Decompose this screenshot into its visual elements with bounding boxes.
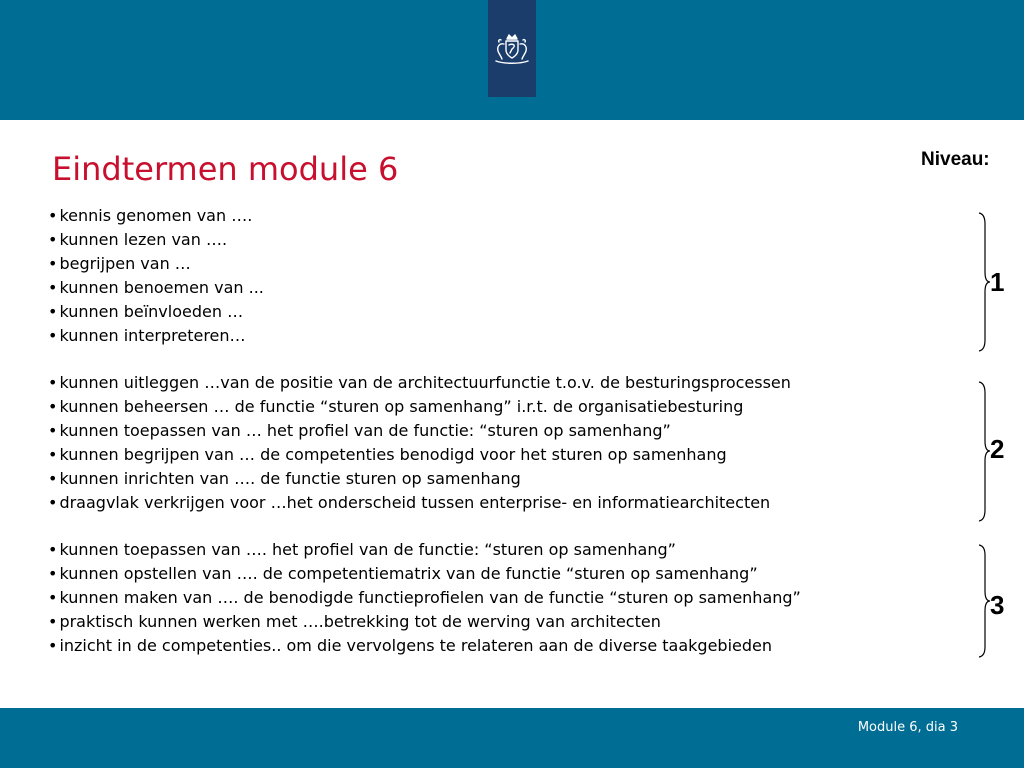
list-item: • kunnen benoemen van ... <box>48 276 978 300</box>
footer-slide-number: Module 6, dia 3 <box>857 720 958 735</box>
niveau-label: Niveau: <box>921 149 990 170</box>
level-1-brace <box>977 212 991 352</box>
list-item: • kunnen toepassen van …. het profiel van de functie: “sturen op samenhang” <box>48 538 978 562</box>
footer-bar <box>0 708 1024 768</box>
list-item: • kennis genomen van …. <box>48 204 978 228</box>
list-item: • inzicht in de competenties.. om die vervolgens te relateren aan de diverse taakgebieden <box>48 634 978 658</box>
level-2-list <box>48 371 978 515</box>
level-1-list <box>48 204 978 348</box>
list-item: • kunnen lezen van …. <box>48 228 978 252</box>
list-item: • kunnen inrichten van …. de functie sturen op samenhang <box>48 467 978 491</box>
list-item: • kunnen interpreteren… <box>48 324 978 348</box>
list-item: • kunnen maken van …. de benodigde functieprofielen van de functie “sturen op samenhang” <box>48 586 978 610</box>
list-item: • begrijpen van … <box>48 252 978 276</box>
list-item: • kunnen beheersen … de functie “sturen op samenhang” i.r.t. de organisatiebesturing <box>48 395 978 419</box>
header-bar <box>0 0 1024 120</box>
level-3-number: 3 <box>990 590 1005 620</box>
list-item: • kunnen begrijpen van … de competenties benodigd voor het sturen op samenhang <box>48 443 978 467</box>
slide-title: Eindtermen module 6 <box>52 150 399 188</box>
level-3-brace <box>977 544 991 658</box>
list-item: • draagvlak verkrijgen voor …het onderscheid tussen enterprise- en informatiearchitecten <box>48 491 978 515</box>
list-item: • kunnen beïnvloeden … <box>48 300 978 324</box>
level-1-number: 1 <box>990 267 1005 297</box>
level-2-brace <box>977 381 991 522</box>
logo-ribbon <box>488 0 536 97</box>
level-3-list <box>48 538 978 658</box>
list-item: • kunnen toepassen van … het profiel van de functie: “sturen op samenhang” <box>48 419 978 443</box>
list-item: • kunnen uitleggen …van de positie van de architectuurfunctie t.o.v. de besturingsprocessen <box>48 371 978 395</box>
list-item: • kunnen opstellen van …. de competentiematrix van de functie “sturen op samenhang” <box>48 562 978 586</box>
level-2-number: 2 <box>990 434 1005 464</box>
list-item: • praktisch kunnen werken met ….betrekking tot de werving van architecten <box>48 610 978 634</box>
coat-of-arms-icon <box>490 32 534 66</box>
